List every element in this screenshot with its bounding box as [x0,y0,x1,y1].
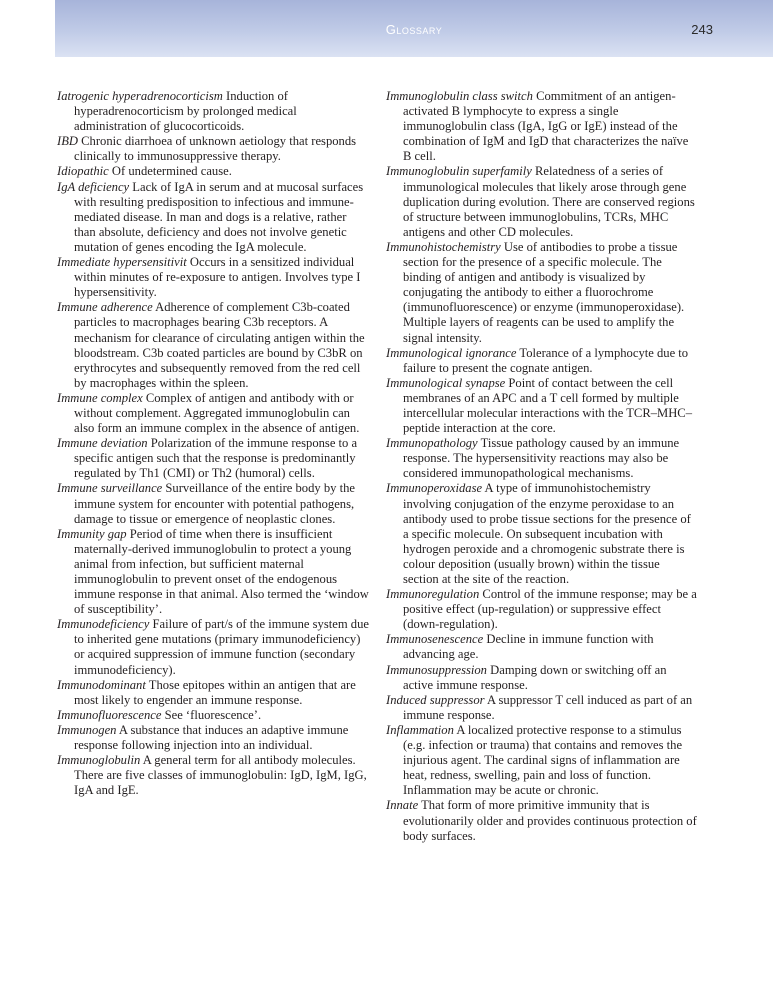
entry-definition: A suppressor T cell induced as part of an immune response. [403,692,693,722]
entry-term: Immunopathology [386,436,478,451]
entry-definition: See ‘fluorescence’. [161,707,262,722]
glossary-entry [386,89,698,164]
entry-term: Immunoperoxidase [386,481,483,496]
entry-term: IgA deficiency [57,179,130,194]
glossary-entry [386,346,698,376]
glossary-entry [386,376,698,436]
entry-definition: Chronic diarrhoea of unknown aetiology that responds clinically to immunosuppressive therapy. [74,134,357,164]
entry-term: Immediate hypersensitivit [57,255,187,270]
entry-definition: Occurs in a sensitized individual within minutes of re-exposure to antigen. Involves type I hypersensitivity. [74,255,361,300]
entry-definition: Polarization of the immune response to a specific antigen such that the response is predominantly regulated by Th1 (CMI) or Th2 (humoral) cells. [74,436,358,481]
entry-definition: Control of the immune response; may be a positive effect (up-regulation) or suppressive effect (down-regulation). [403,587,697,632]
glossary-column-left [57,89,369,798]
entry-term: Immunohistochemistry [386,239,501,254]
glossary-entry [57,527,369,618]
entry-term: Induced suppressor [386,692,485,707]
glossary-entry [386,481,698,587]
entry-term: Immunological ignorance [386,345,517,360]
glossary-entry [386,723,698,798]
entry-definition: Lack of IgA in serum and at mucosal surfaces with resulting predisposition to infectious and immune-mediated disease. In man and dogs is a relative, rather than absolute, deficiency and does not involve genetic mutation of genes encoding the IgA molecule. [74,179,364,254]
entry-definition: Those epitopes within an antigen that are most likely to engender an immune response. [74,677,356,707]
entry-definition: Tissue pathology caused by an immune response. The hypersensitivity reactions may also be considered immunopathological mechanisms. [403,436,680,481]
entry-definition: Induction of hyperadrenocorticism by prolonged medical administration of glucocorticoids. [74,89,297,134]
entry-term: Immunodeficiency [57,617,150,632]
entry-definition: A type of immunohistochemistry involving conjugation of the enzyme peroxidase to an antibody used to probe tissue sections for the presence of a specific molecule. On subsequent incubation with hydrogen peroxide and a chromogenic substrate there is colour deposition (usually brown) within the tissue section at the site of the reaction. [403,481,691,586]
glossary-entry [57,180,369,255]
glossary-entry [57,678,369,708]
entry-definition: A general term for all antibody molecules. There are five classes of immunoglobulin: IgD, IgM, IgG, IgA and IgE. [74,753,367,798]
glossary-entry [57,134,369,164]
entry-term: Immunity gap [57,526,127,541]
page-number: 243 [691,22,713,37]
entry-definition: Adherence of complement C3b-coated particles to macrophages bearing C3b receptors. A mechanism for clearance of circulating antigen within the bloodstream. C3b coated particles are bound by C3bR on erythrocytes and subsequently removed from the red cell by macrophages within the spleen. [74,300,365,390]
entry-definition: Relatedness of a series of immunological molecules that likely arose through gene duplication during evolution. There are conserved regions of structure between immunoglobulins, TCRs, MHC antigens and other CD molecules. [403,164,695,239]
glossary-entry [57,164,369,179]
entry-term: Iatrogenic hyperadrenocorticism [57,89,223,103]
entry-term: Immunosuppression [386,662,487,677]
glossary-entry [57,391,369,436]
glossary-entry [57,89,369,134]
entry-term: Immunoglobulin [57,753,141,768]
entry-definition: A substance that induces an adaptive immune response following injection into an individual. [74,722,349,753]
glossary-entry [386,587,698,632]
entry-definition: A localized protective response to a stimulus (e.g. infection or trauma) that contains and removes the injurious agent. The cardinal signs of inflammation are heat, redness, swelling, pain and loss of function. Inflammation may be acute or chronic. [403,722,683,798]
entry-term: Innate [386,798,419,813]
entry-term: Immunogen [57,722,117,737]
entry-term: Inflammation [386,722,454,737]
glossary-entry [386,663,698,693]
entry-term: Immunodominant [57,677,146,692]
glossary-entry [57,300,369,391]
entry-definition: Point of contact between the cell membranes of an APC and a T cell formed by multiple intercellular molecular interactions with the TCR–MHC–peptide interaction at the core. [403,375,693,436]
entry-definition: Complex of antigen and antibody with or without complement. Aggregated immunoglobulin can also form an immune complex in the absence of antigen. [74,390,360,436]
entry-definition: Period of time when there is insufficient maternally-derived immunoglobulin to protect a young animal from infection, but sufficient maternal immunoglobulin to prevent onset of the endogenous immune response in that animal. Also termed the ‘window of susceptibility’. [74,526,369,617]
entry-definition: Commitment of an antigen-activated B lymphocyte to express a single immunoglobulin class (IgA, IgG or IgE) instead of the combination of IgM and IgD that characterizes the naïve B cell. [403,89,689,164]
entry-definition: That form of more primitive immunity that is evolutionarily older and provides continuous protection of body surfaces. [403,798,697,843]
entry-definition: Damping down or switching off an active immune response. [403,662,667,692]
glossary-column-right [386,89,698,844]
entry-term: Immunoregulation [386,587,480,602]
glossary-entry [57,753,369,798]
glossary-entry [57,436,369,481]
glossary-entry [386,632,698,662]
entry-definition: Decline in immune function with advancing age. [403,632,654,662]
entry-definition: Tolerance of a lymphocyte due to failure to present the cognate antigen. [403,345,689,375]
entry-term: Immune complex [57,390,143,405]
entry-term: Immune adherence [57,300,153,315]
page-header [55,0,773,57]
entry-term: Idiopathic [57,164,109,179]
glossary-entry [386,164,698,239]
glossary-entry [386,693,698,723]
glossary-entry [386,798,698,843]
entry-definition: Surveillance of the entire body by the immune system for encounter with potential pathogens, damage to tissue or emergence of neoplastic clones. [74,481,355,526]
glossary-entry [57,617,369,677]
entry-term: Immunoglobulin superfamily [386,164,532,179]
glossary-entry [57,255,369,300]
entry-term: Immunosenescence [386,632,484,647]
glossary-entry [57,723,369,753]
entry-term: Immune surveillance [57,481,163,496]
running-head-title: Glossary [385,22,443,37]
glossary-entry [57,708,369,723]
entry-term: Immune deviation [57,436,148,451]
entry-term: IBD [57,134,78,149]
entry-definition: Use of antibodies to probe a tissue section for the presence of a specific molecule. The binding of antigen and antibody is visualized by conjugating the antibody to either a fluorochrome (immunofluorescence) or enzyme (immunoperoxidase). Multiple layers of reagents can be used to amplify the signal intensity. [403,239,685,345]
entry-term: Immunoglobulin class switch [386,89,533,103]
glossary-entry [386,240,698,346]
entry-definition: Of undetermined cause. [108,164,232,179]
glossary-entry [57,481,369,526]
entry-term: Immunological synapse [386,375,506,390]
entry-definition: Failure of part/s of the immune system due to inherited gene mutations (primary immunodeficiency) or acquired suppression of immune function (secondary immunodeficiency). [74,617,369,677]
entry-term: Immunofluorescence [57,707,162,722]
glossary-entry [386,436,698,481]
